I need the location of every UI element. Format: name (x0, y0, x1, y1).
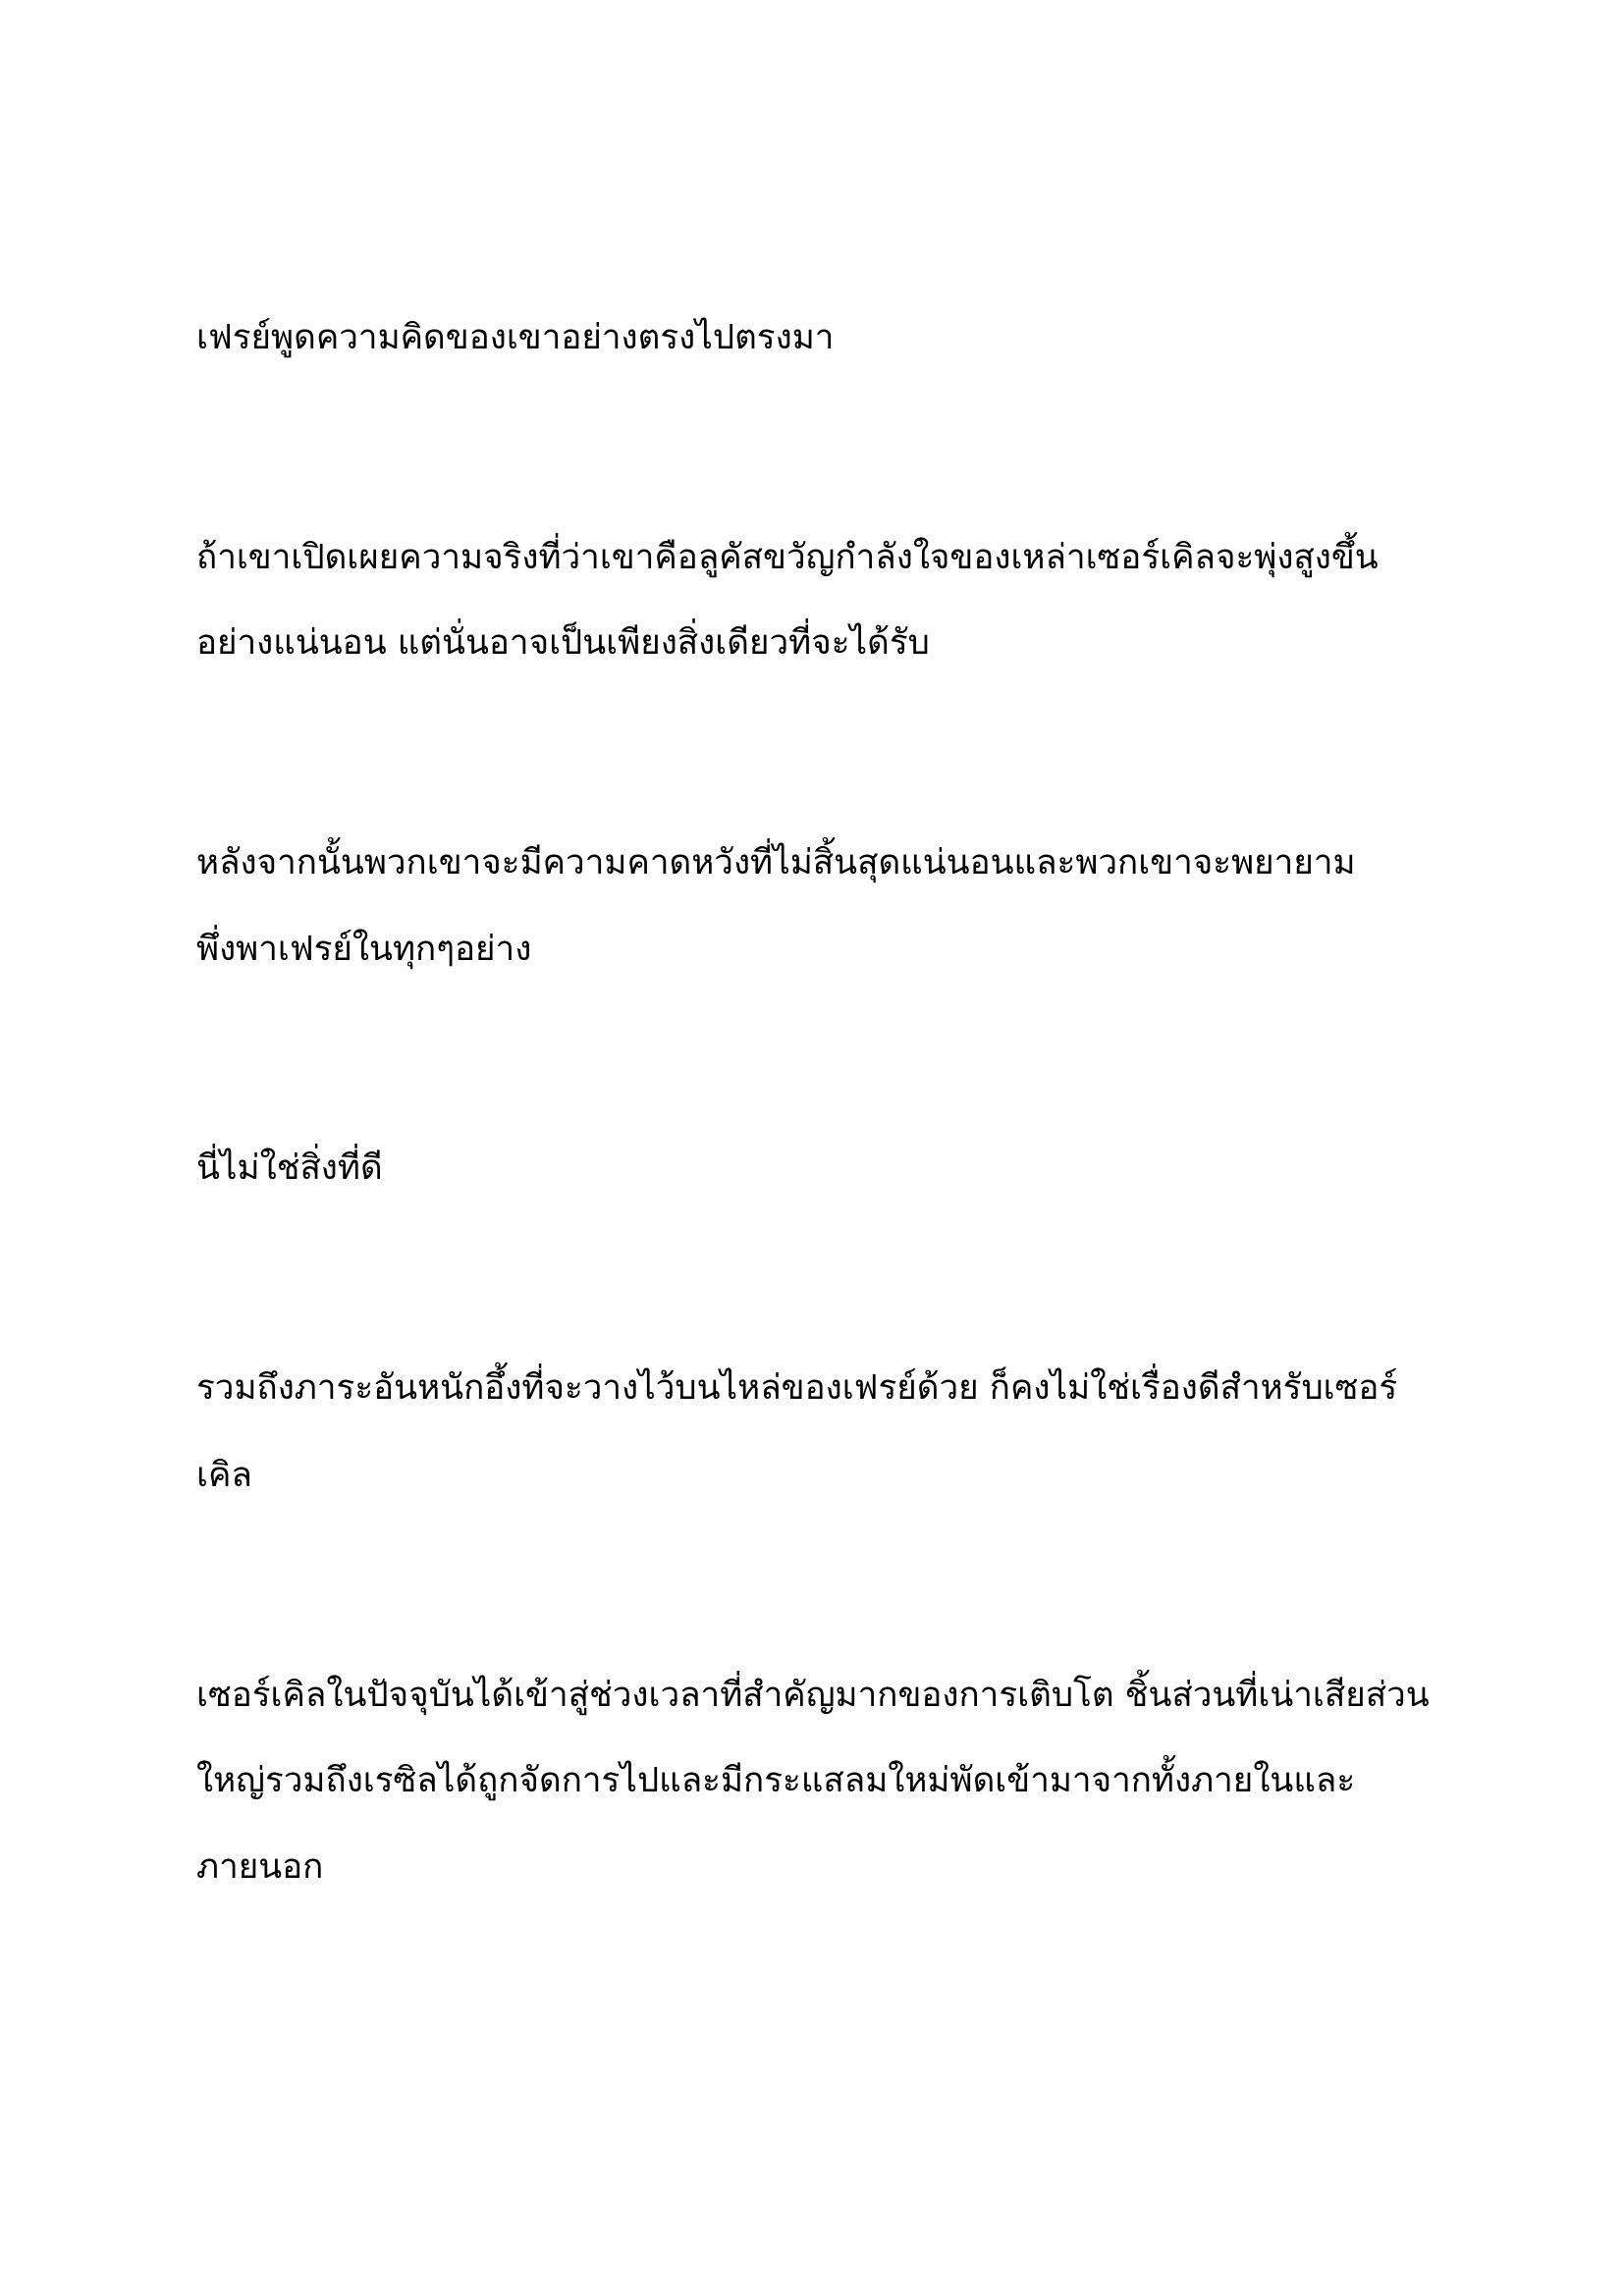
paragraph-line: ถ้าเขาเปิดเผยความจริงที่ว่าเขาคือลูคัสขวัญกำลังใจของเหล่าเซอร์เคิลจะพุ่งสูงขึ้น (196, 538, 1379, 577)
paragraph-line: นี่ไม่ใช่สิ่งที่ดี (196, 1148, 383, 1188)
paragraph-line: ใหญ่รวมถึงเรซิลได้ถูกจัดการไปและมีกระแสลมใหม่พัดเข้ามาจากทั้งภายในและ (196, 1761, 1356, 1800)
paragraph-line: อย่างแน่นอน แต่นั่นอาจเป็นเพียงสิ่งเดียวที่จะได้รับ (196, 623, 930, 663)
paragraph-line: พึ่งพาเฟรย์ในทุกๆอย่าง (196, 930, 532, 969)
paragraph-line: เซอร์เคิลในปัจจุบันได้เข้าสู่ช่วงเวลาที่สำคัญมากของการเติบโต ชิ้นส่วนที่เน่าเสียส่วน (196, 1676, 1430, 1715)
paragraph-line: รวมถึงภาระอันหนักอึ้งที่จะวางไว้บนไหล่ของเฟรย์ด้วย ก็คงไม่ใช่เรื่องดีสำหรับเซอร์ (196, 1368, 1398, 1408)
paragraph-line: ภายนอก (196, 1847, 324, 1887)
paragraph-line: เคิล (196, 1456, 252, 1495)
paragraph-line: หลังจากนั้นพวกเขาจะมีความคาดหวังที่ไม่สิ้นสุดแน่นอนและพวกเขาจะพยายาม (196, 843, 1356, 882)
paragraph-line: เฟรย์พูดความคิดของเขาอย่างตรงไปตรงมา (196, 318, 835, 357)
